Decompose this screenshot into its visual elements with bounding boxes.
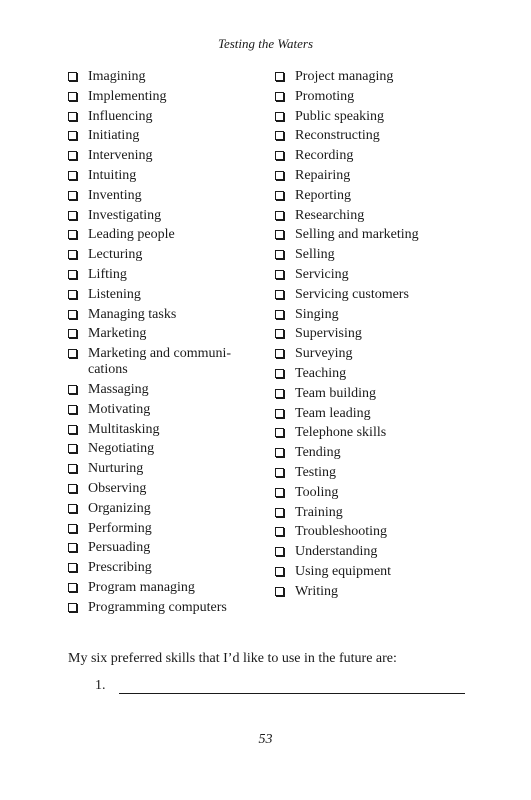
checkbox-icon[interactable]	[275, 310, 284, 319]
skills-column-left	[68, 69, 268, 620]
checkbox-icon[interactable]	[68, 72, 77, 81]
checklist-item[interactable]	[68, 501, 268, 517]
checklist-item[interactable]	[68, 346, 268, 378]
checklist-item[interactable]	[275, 148, 475, 164]
checkbox-icon[interactable]	[275, 567, 284, 576]
checklist-item-label: Telephone skills	[295, 425, 387, 441]
checklist-item[interactable]	[275, 485, 475, 501]
checklist-item[interactable]	[275, 188, 475, 204]
checkbox-icon[interactable]	[275, 587, 284, 596]
checklist-item[interactable]	[275, 128, 475, 144]
checklist-item-label: Influencing	[88, 108, 153, 124]
checklist-item-label: Organizing	[88, 500, 151, 516]
checkbox-icon[interactable]	[68, 329, 77, 338]
checklist-item-label: Public speaking	[295, 108, 385, 124]
checklist-item[interactable]	[275, 386, 475, 402]
checkbox-icon[interactable]	[68, 92, 77, 101]
checklist-item-label: Imagining	[88, 69, 146, 84]
checkbox-icon[interactable]	[68, 270, 77, 279]
checklist-item-label: Supervising	[295, 326, 362, 342]
checklist-item-label: Implementing	[88, 88, 167, 104]
checkbox-icon[interactable]	[68, 112, 77, 121]
checkbox-icon[interactable]	[275, 250, 284, 259]
checklist-item-label: Massaging	[88, 381, 149, 397]
checklist-item[interactable]	[275, 445, 475, 461]
checklist-item[interactable]	[68, 247, 268, 263]
checkbox-icon[interactable]	[68, 310, 77, 319]
checkbox-icon[interactable]	[68, 464, 77, 473]
checkbox-icon[interactable]	[275, 112, 284, 121]
checklist-item-label: Using equipment	[295, 563, 392, 579]
checklist-item-label: Researching	[295, 207, 365, 223]
checklist-item-label: Motivating	[88, 401, 151, 417]
checkbox-icon[interactable]	[68, 151, 77, 160]
checklist-item[interactable]	[68, 540, 268, 556]
checklist-item-label: Intervening	[88, 148, 153, 164]
checkbox-icon[interactable]	[275, 191, 284, 200]
checkbox-icon[interactable]	[275, 211, 284, 220]
checkbox-icon[interactable]	[275, 527, 284, 536]
checklist-item-label: Servicing customers	[295, 286, 409, 302]
checkbox-icon[interactable]	[68, 211, 77, 220]
checkbox-icon[interactable]	[275, 428, 284, 437]
checklist-item-label: Teaching	[295, 365, 347, 381]
checklist-item[interactable]	[68, 326, 268, 342]
checkbox-icon[interactable]	[275, 230, 284, 239]
checklist-item[interactable]	[275, 524, 475, 540]
checkbox-icon[interactable]	[275, 151, 284, 160]
checklist-item[interactable]	[68, 168, 268, 184]
checklist-item[interactable]	[275, 346, 475, 362]
checkbox-icon[interactable]	[275, 131, 284, 140]
checklist-item[interactable]	[275, 564, 475, 580]
checklist-item-label: Marketing and communi- cations	[88, 346, 232, 378]
checklist-item-label: Inventing	[88, 187, 142, 203]
checklist-item-label: Selling and marketing	[295, 227, 419, 243]
checklist-item-label: Lifting	[88, 266, 127, 282]
checkbox-icon[interactable]	[68, 425, 77, 434]
running-header: Testing the Waters	[217, 36, 314, 51]
checklist-item[interactable]	[68, 521, 268, 537]
checkbox-icon[interactable]	[275, 369, 284, 378]
checkbox-icon[interactable]	[275, 409, 284, 418]
checklist-item[interactable]	[68, 227, 268, 243]
checklist-item[interactable]	[275, 544, 475, 560]
checklist-item-label: Nurturing	[88, 461, 144, 477]
checklist-item-label: Intuiting	[88, 167, 137, 183]
checklist-item[interactable]	[68, 600, 268, 616]
checkbox-icon[interactable]	[275, 72, 284, 81]
checklist-item-label: Performing	[88, 520, 152, 536]
checklist-item[interactable]	[68, 382, 268, 398]
checklist-item[interactable]	[275, 247, 475, 263]
checklist-item[interactable]	[68, 148, 268, 164]
checklist-item[interactable]	[275, 109, 475, 125]
checkbox-icon[interactable]	[68, 484, 77, 493]
checklist-item[interactable]	[275, 89, 475, 105]
checklist-item-label: Managing tasks	[88, 306, 177, 322]
checklist-item-label: Reconstructing	[295, 128, 380, 144]
checklist-item[interactable]	[275, 366, 475, 382]
checklist-item[interactable]	[275, 584, 475, 600]
checkbox-icon[interactable]	[68, 290, 77, 299]
checklist-item-label: Program managing	[88, 579, 195, 595]
checkbox-icon[interactable]	[68, 524, 77, 533]
checklist-item[interactable]	[68, 441, 268, 457]
checkbox-icon[interactable]	[68, 543, 77, 552]
checklist-item-label: Project managing	[295, 69, 394, 84]
checklist-item-label: Team building	[295, 385, 377, 401]
checklist-item-label: Persuading	[88, 540, 151, 556]
checklist-item[interactable]	[68, 208, 268, 224]
checkbox-icon[interactable]	[68, 349, 77, 358]
checklist-item[interactable]	[68, 109, 268, 125]
checkbox-icon[interactable]	[275, 92, 284, 101]
checkbox-icon[interactable]	[275, 389, 284, 398]
checklist-item-label: Team leading	[295, 405, 371, 421]
checklist-item[interactable]	[275, 267, 475, 283]
checkbox-icon[interactable]	[275, 270, 284, 279]
checkbox-icon[interactable]	[275, 488, 284, 497]
checklist-item[interactable]	[275, 425, 475, 441]
checklist-item[interactable]	[275, 307, 475, 323]
checklist-item[interactable]	[275, 326, 475, 342]
checklist-item[interactable]	[275, 406, 475, 422]
checklist-item-label: Understanding	[295, 544, 378, 560]
page-number: 53	[258, 732, 273, 747]
checklist-item[interactable]	[68, 287, 268, 303]
checklist-item[interactable]	[68, 307, 268, 323]
checkbox-icon[interactable]	[68, 171, 77, 180]
checkbox-icon[interactable]	[68, 230, 77, 239]
checklist-item-label: Initiating	[88, 128, 140, 144]
checkbox-icon[interactable]	[275, 508, 284, 517]
checkbox-icon[interactable]	[275, 468, 284, 477]
checkbox-icon[interactable]	[275, 290, 284, 299]
checkbox-icon[interactable]	[68, 563, 77, 572]
checkbox-icon[interactable]	[68, 131, 77, 140]
checkbox-icon[interactable]	[68, 385, 77, 394]
checklist-item-label: Recording	[295, 148, 354, 164]
checklist-item[interactable]	[275, 287, 475, 303]
checklist-item[interactable]	[68, 89, 268, 105]
checklist-item-label: Prescribing	[88, 560, 152, 576]
checklist-item[interactable]	[68, 580, 268, 596]
checkbox-icon[interactable]	[275, 329, 284, 338]
checklist-item-label: Surveying	[295, 346, 353, 362]
checkbox-icon[interactable]	[68, 583, 77, 592]
checklist-item-label: Leading people	[88, 227, 175, 243]
checklist-item[interactable]	[68, 69, 268, 85]
checklist-item-label: Tending	[295, 445, 341, 461]
checklist-item-label: Promoting	[295, 88, 355, 104]
checkbox-icon[interactable]	[68, 504, 77, 513]
checklist-item[interactable]	[68, 461, 268, 477]
checkbox-icon[interactable]	[275, 171, 284, 180]
checklist-item-label: Negotiating	[88, 441, 155, 457]
checklist-item[interactable]	[68, 128, 268, 144]
checklist-item[interactable]	[275, 505, 475, 521]
answer-line-1	[95, 678, 465, 694]
answer-blank[interactable]	[119, 679, 465, 694]
checklist-item-label: Marketing	[88, 326, 147, 342]
skills-column-right	[275, 69, 475, 604]
checklist-item-label: Training	[295, 504, 343, 520]
answer-number: 1.	[95, 678, 106, 693]
checkbox-icon[interactable]	[68, 444, 77, 453]
checklist-item[interactable]	[68, 422, 268, 438]
checklist-item-label: Writing	[295, 583, 338, 599]
checklist-item-label: Testing	[295, 464, 337, 480]
checklist-item[interactable]	[275, 168, 475, 184]
checklist-item[interactable]	[68, 402, 268, 418]
checklist-item-label: Lecturing	[88, 247, 143, 263]
checklist-item-label: Tooling	[295, 484, 339, 500]
checklist-item[interactable]	[68, 188, 268, 204]
preferred-skills-prompt: My six preferred skills that I’d like to use in the future are:	[68, 651, 397, 666]
checklist-item[interactable]	[68, 481, 268, 497]
checklist-item[interactable]	[275, 69, 475, 85]
checkbox-icon[interactable]	[68, 250, 77, 259]
checklist-item-label: Observing	[88, 480, 147, 496]
checklist-item-label: Singing	[295, 306, 339, 322]
checklist-item-label: Programming computers	[88, 599, 227, 615]
checklist-item-label: Reporting	[295, 187, 351, 203]
checklist-item[interactable]	[68, 267, 268, 283]
checklist-item-label: Troubleshooting	[295, 524, 388, 540]
checklist-item-label: Investigating	[88, 207, 162, 223]
checklist-item[interactable]	[68, 560, 268, 576]
checklist-item-label: Listening	[88, 286, 141, 302]
checklist-item[interactable]	[275, 465, 475, 481]
checklist-item-label: Servicing	[295, 266, 349, 282]
checkbox-icon[interactable]	[275, 349, 284, 358]
checklist-item-label: Selling	[295, 247, 335, 263]
checklist-item-label: Multitasking	[88, 421, 160, 437]
checkbox-icon[interactable]	[275, 448, 284, 457]
checkbox-icon[interactable]	[68, 191, 77, 200]
checkbox-icon[interactable]	[68, 405, 77, 414]
checkbox-icon[interactable]	[68, 603, 77, 612]
checklist-item[interactable]	[275, 227, 475, 243]
checklist-item-label: Repairing	[295, 167, 351, 183]
checklist-item[interactable]	[275, 208, 475, 224]
checkbox-icon[interactable]	[275, 547, 284, 556]
